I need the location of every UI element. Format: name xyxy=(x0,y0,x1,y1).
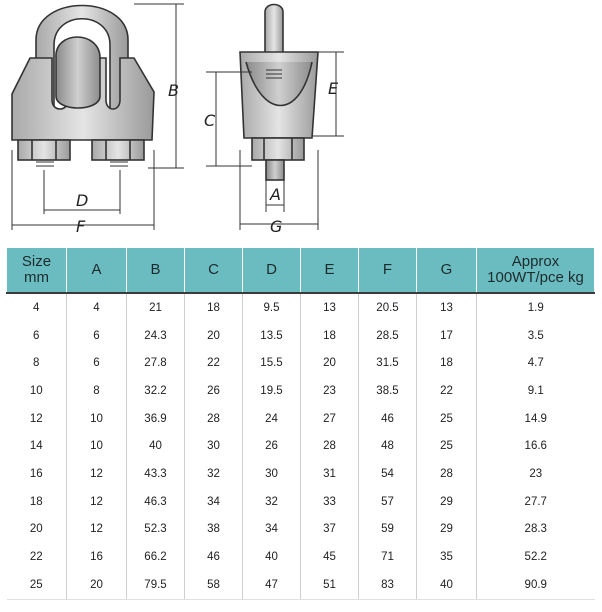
cell-d: 30 xyxy=(243,460,301,488)
cell-g: 29 xyxy=(417,516,477,544)
dim-label-g: G xyxy=(270,217,283,236)
cell-f: 59 xyxy=(359,516,417,544)
cell-size: 8 xyxy=(33,357,40,370)
cell-e: 28 xyxy=(301,432,359,460)
header-weight-line1: Approx xyxy=(511,253,560,270)
cell-a: 6 xyxy=(67,322,127,350)
cell-a: 8 xyxy=(67,377,127,405)
dim-label-b: B xyxy=(168,81,179,100)
header-d: D xyxy=(243,248,301,294)
cell-size: 25 xyxy=(7,571,67,599)
cell-size: 12 xyxy=(29,412,43,425)
table-row xyxy=(7,322,595,350)
cell-weight: 52.2 xyxy=(477,543,595,571)
header-b: B xyxy=(127,248,185,294)
cell-c: 26 xyxy=(185,377,243,405)
cell-e: 23 xyxy=(301,377,359,405)
cell-g: 28 xyxy=(417,460,477,488)
cell-e: 37 xyxy=(301,516,359,544)
cell-f: 57 xyxy=(359,488,417,516)
cell-d: 19.5 xyxy=(243,377,301,405)
side-view xyxy=(240,5,318,181)
dim-label-f: F xyxy=(76,217,86,236)
dim-label-e: E xyxy=(328,79,339,98)
cell-c: 22 xyxy=(185,349,243,377)
cell-f: 48 xyxy=(359,432,417,460)
table-row xyxy=(7,460,595,488)
header-size-line1: Size xyxy=(21,253,52,270)
cell-b: 24.3 xyxy=(127,322,185,350)
cell-g: 22 xyxy=(417,377,477,405)
cell-b: 21 xyxy=(127,293,185,322)
header-e: E xyxy=(301,248,359,294)
cell-b: 32.2 xyxy=(127,377,185,405)
cell-g: 29 xyxy=(417,488,477,516)
cell-f: 83 xyxy=(359,571,417,599)
cell-weight: 3.5 xyxy=(477,322,595,350)
cell-g: 25 xyxy=(417,405,477,433)
header-size xyxy=(7,248,67,294)
table-row xyxy=(7,543,595,571)
cell-d: 15.5 xyxy=(243,349,301,377)
cell-a: 12 xyxy=(67,516,127,544)
cell-b: 52.3 xyxy=(127,516,185,544)
cell-weight: 1.9 xyxy=(477,293,595,322)
cell-weight: 27.7 xyxy=(477,488,595,516)
right-nut xyxy=(92,140,144,160)
header-g: G xyxy=(417,248,477,294)
cell-weight: 28.3 xyxy=(477,516,595,544)
cell-weight: 90.9 xyxy=(477,571,595,599)
side-nut xyxy=(252,138,304,160)
cell-g: 18 xyxy=(417,349,477,377)
header-weight-line2: 100WT/pce kg xyxy=(487,269,584,286)
cell-b: 43.3 xyxy=(127,460,185,488)
cell-f: 71 xyxy=(359,543,417,571)
cell-d: 32 xyxy=(243,488,301,516)
cell-weight: 14.9 xyxy=(477,405,595,433)
cell-size: 6 xyxy=(33,329,40,342)
table-row xyxy=(7,488,595,516)
header-weight xyxy=(477,248,595,294)
cell-g: 17 xyxy=(417,322,477,350)
cell-g: 40 xyxy=(417,571,477,599)
cell-g: 25 xyxy=(417,432,477,460)
cell-b: 36.9 xyxy=(127,405,185,433)
cell-size: 16 xyxy=(29,467,43,480)
dim-label-d: D xyxy=(76,191,89,210)
cell-f: 38.5 xyxy=(359,377,417,405)
cell-f: 28.5 xyxy=(359,322,417,350)
header-a: A xyxy=(67,248,127,294)
cell-e: 33 xyxy=(301,488,359,516)
cell-d: 13.5 xyxy=(243,322,301,350)
left-nut xyxy=(18,140,70,160)
cell-e: 27 xyxy=(301,405,359,433)
cell-b: 46.3 xyxy=(127,488,185,516)
dim-label-a: A xyxy=(270,185,281,204)
table-row xyxy=(7,349,595,377)
cell-e: 31 xyxy=(301,460,359,488)
cell-c: 38 xyxy=(185,516,243,544)
cell-d: 9.5 xyxy=(243,293,301,322)
cell-f: 54 xyxy=(359,460,417,488)
cell-size: 22 xyxy=(29,551,43,564)
cell-a: 6 xyxy=(67,349,127,377)
cell-size: 4 xyxy=(33,301,40,314)
cell-weight: 4.7 xyxy=(477,349,595,377)
cell-c: 58 xyxy=(185,571,243,599)
cell-d: 34 xyxy=(243,516,301,544)
cell-c: 30 xyxy=(185,432,243,460)
cell-d: 26 xyxy=(243,432,301,460)
cell-b: 79.5 xyxy=(127,571,185,599)
table-row xyxy=(7,293,595,322)
header-size-line2: mm xyxy=(24,269,49,286)
cell-b: 27.8 xyxy=(127,349,185,377)
table-row xyxy=(7,571,595,599)
cell-a: 16 xyxy=(67,543,127,571)
cell-e: 20 xyxy=(301,349,359,377)
cell-b: 40 xyxy=(127,432,185,460)
cell-a: 10 xyxy=(67,405,127,433)
cell-a: 10 xyxy=(67,432,127,460)
cell-a: 12 xyxy=(67,488,127,516)
cell-f: 20.5 xyxy=(359,293,417,322)
cell-e: 18 xyxy=(301,322,359,350)
cell-a: 12 xyxy=(67,460,127,488)
cell-c: 34 xyxy=(185,488,243,516)
header-c: C xyxy=(185,248,243,294)
cell-a: 4 xyxy=(67,293,127,322)
front-view xyxy=(12,6,154,167)
cell-d: 47 xyxy=(243,571,301,599)
cell-c: 46 xyxy=(185,543,243,571)
table-row xyxy=(7,405,595,433)
wire-rope-clip-diagram xyxy=(0,0,602,240)
table-body xyxy=(7,293,595,599)
cell-weight: 9.1 xyxy=(477,377,595,405)
cell-a: 20 xyxy=(67,571,127,599)
table-row xyxy=(7,377,595,405)
cell-e: 51 xyxy=(301,571,359,599)
cell-weight: 16.6 xyxy=(477,432,595,460)
cell-size: 10 xyxy=(29,384,43,397)
cell-d: 40 xyxy=(243,543,301,571)
cell-d: 24 xyxy=(243,405,301,433)
cell-f: 46 xyxy=(359,405,417,433)
cell-size: 18 xyxy=(29,495,43,508)
cell-f: 31.5 xyxy=(359,349,417,377)
cell-b: 66.2 xyxy=(127,543,185,571)
cell-size: 20 xyxy=(29,523,43,536)
specification-table xyxy=(6,247,595,600)
cell-c: 32 xyxy=(185,460,243,488)
cell-e: 13 xyxy=(301,293,359,322)
cell-g: 13 xyxy=(417,293,477,322)
cell-weight: 23 xyxy=(477,460,595,488)
cell-size: 14 xyxy=(29,440,43,453)
cell-c: 20 xyxy=(185,322,243,350)
table-header-row xyxy=(7,248,595,294)
cell-c: 28 xyxy=(185,405,243,433)
dim-label-c: C xyxy=(204,111,216,130)
header-f: F xyxy=(359,248,417,294)
table-row xyxy=(7,516,595,544)
cell-e: 45 xyxy=(301,543,359,571)
cell-c: 18 xyxy=(185,293,243,322)
cell-g: 35 xyxy=(417,543,477,571)
table-row xyxy=(7,432,595,460)
